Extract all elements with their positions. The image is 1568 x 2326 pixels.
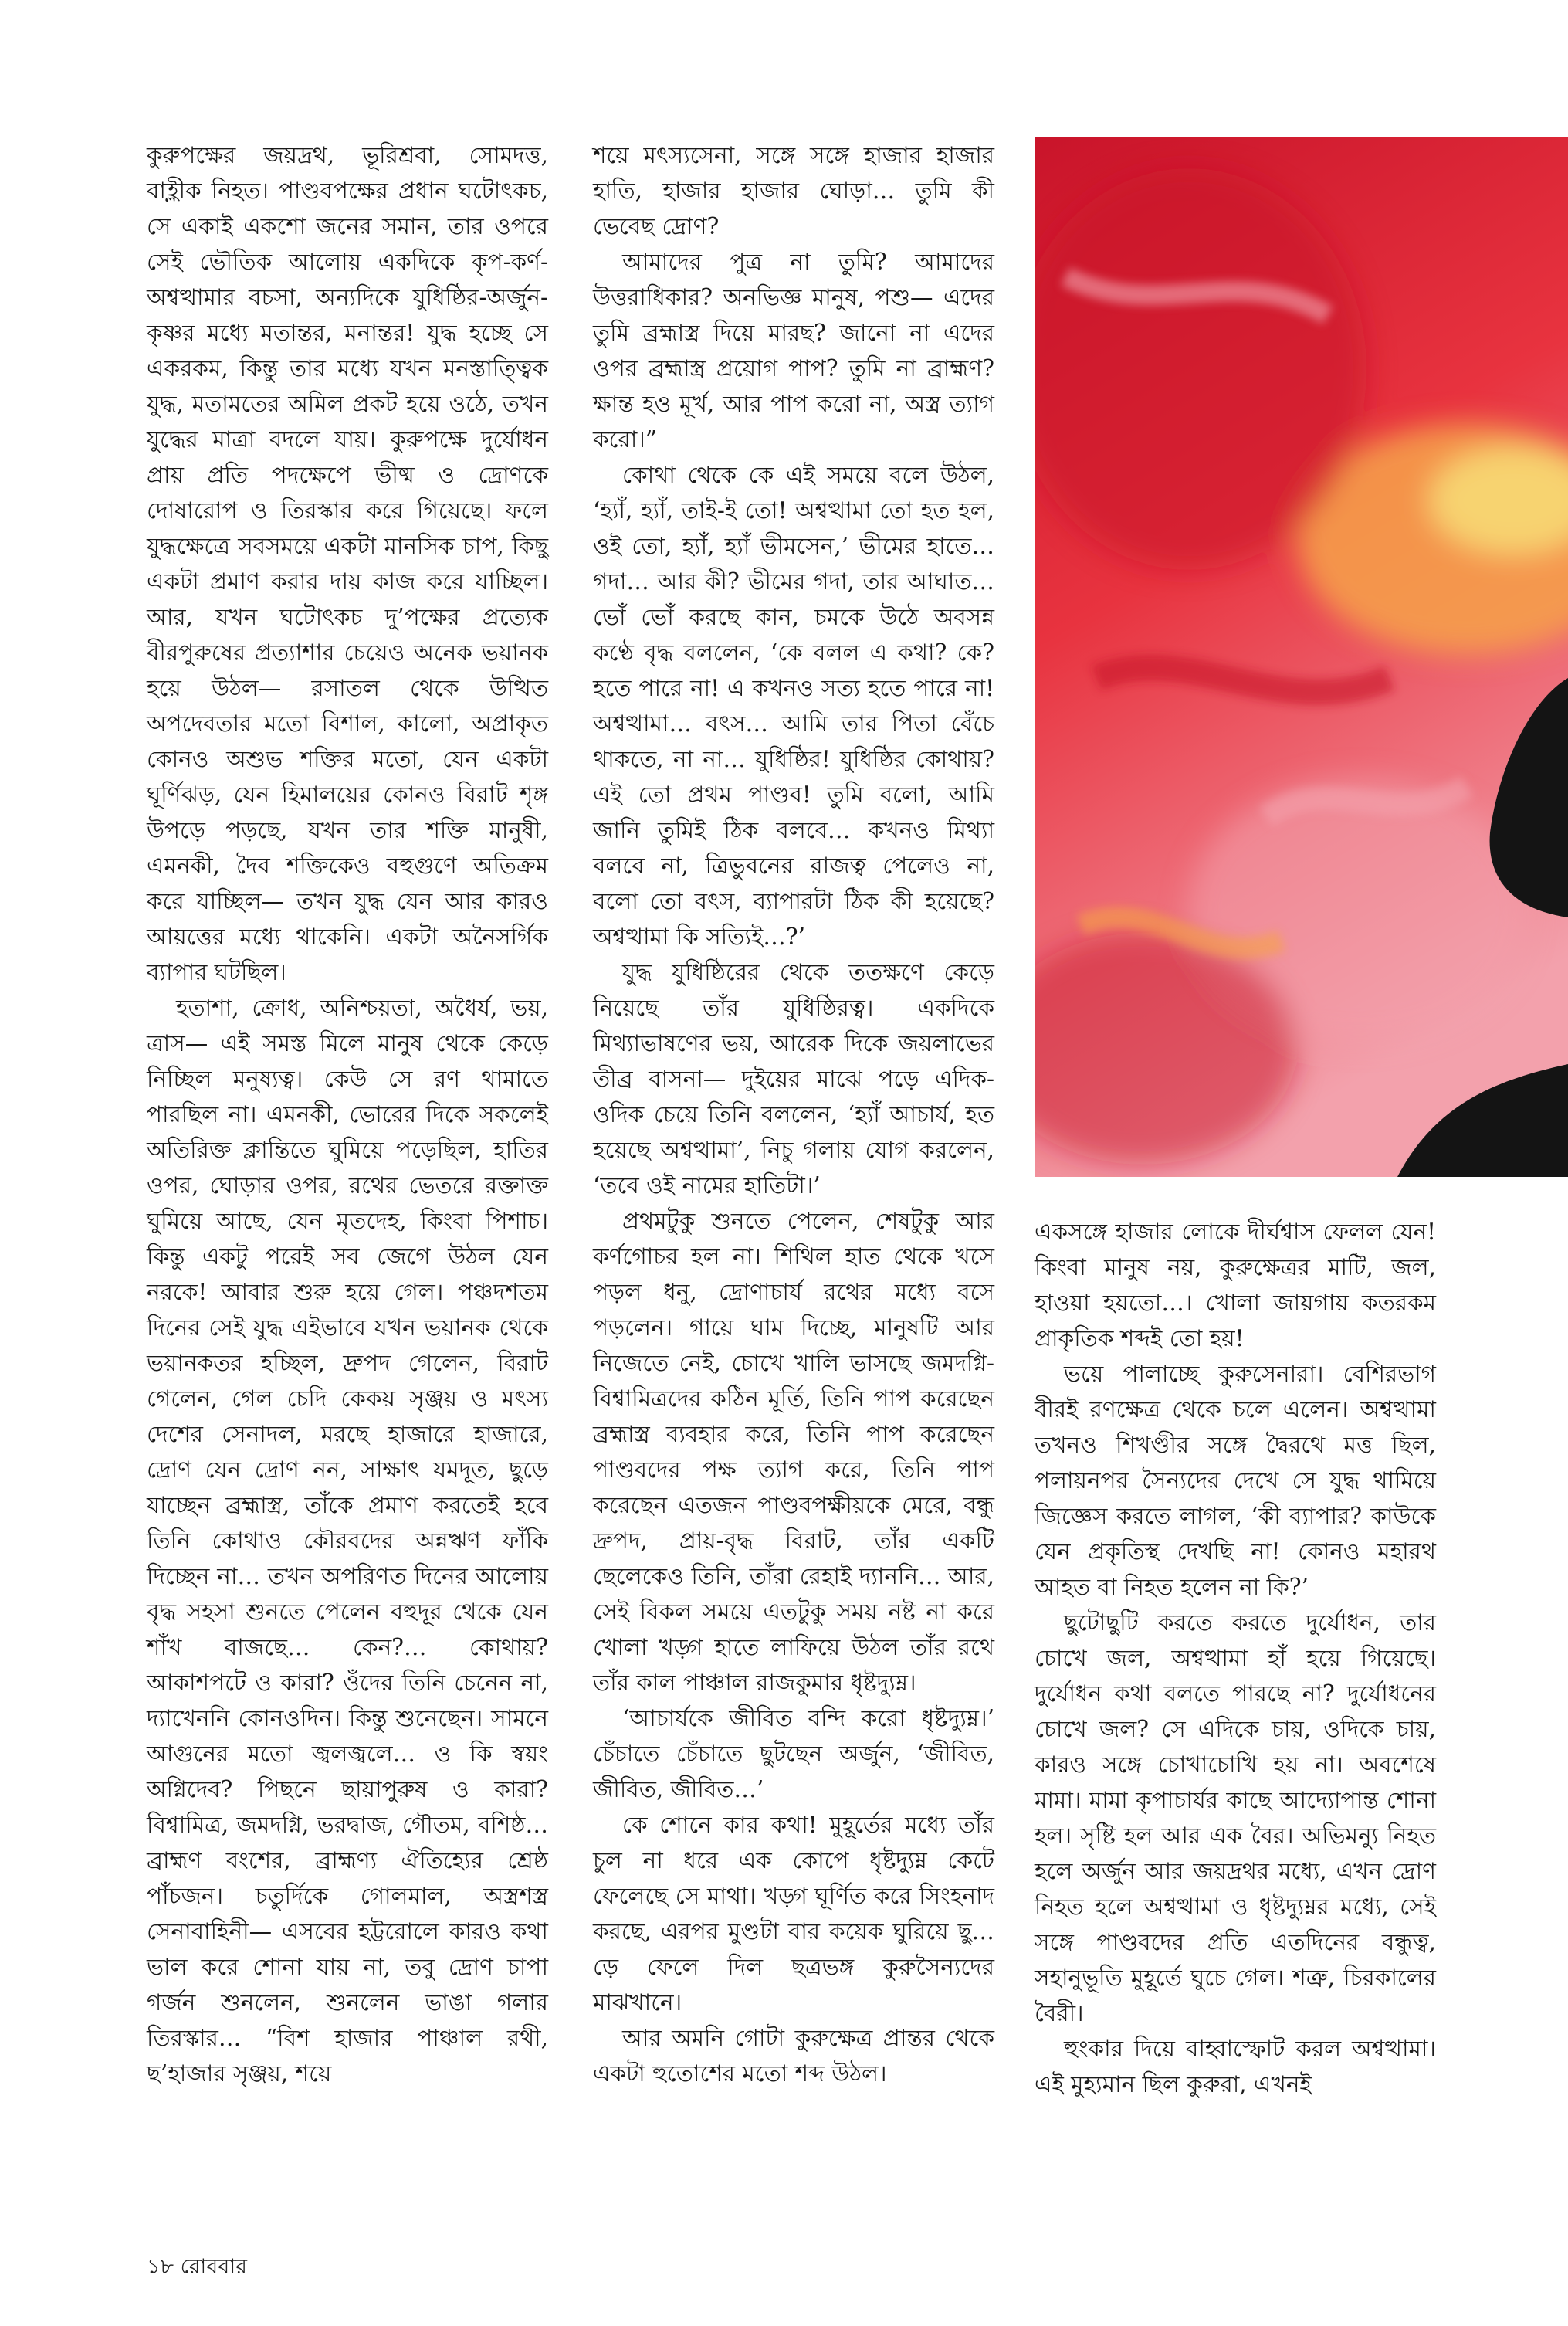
painting-illustration <box>1035 137 1568 1177</box>
painting-canvas <box>1035 137 1568 1177</box>
article-column-1 <box>147 137 548 2091</box>
paragraph: কুরুপক্ষের জয়দ্রথ, ভূরিশ্রবা, সোমদত্ত, বাহ্লীক নিহত। পাণ্ডবপক্ষের প্রধান ঘটোৎকচ, সে একাই একশো জনের সমান, তার ওপরে সেই ভৌতিক আলোয় একদিকে কৃপ-কর্ণ-অশ্বত্থামার বচসা, অন্যদিকে যুধিষ্ঠির-অর্জুন-কৃষ্ণর মধ্যে মতান্তর, মনান্তর! যুদ্ধ হচ্ছে সে একরকম, কিন্তু তার মধ্যে যখন মনস্তাত্ত্বিক যুদ্ধ, মতামতের অমিল প্রকট হয়ে ওঠে, তখন যুদ্ধের মাত্রা বদলে যায়। কুরুপক্ষে দুর্যোধন প্রায় প্রতি পদক্ষেপে ভীষ্ম ও দ্রোণকে দোষারোপ ও তিরস্কার করে গিয়েছে। ফলে যুদ্ধক্ষেত্রে সবসময়ে একটা মানসিক চাপ, কিছু একটা প্রমাণ করার দায় কাজ করে যাচ্ছিল। আর, যখন ঘটোৎকচ দু’পক্ষের প্রত্যেক বীরপুরুষের প্রত্যাশার চেয়েও অনেক ভয়ানক হয়ে উঠল— রসাতল থেকে উত্থিত অপদেবতার মতো বিশাল, কালো, অপ্রাকৃত কোনও অশুভ শক্তির মতো, যেন একটা ঘূর্ণিঝড়, যেন হিমালয়ের কোনও বিরাট শৃঙ্গ উপড়ে পড়ছে, যখন তার শক্তি মানুষী, এমনকী, দৈব শক্তিকেও বহুগুণে অতিক্রম করে যাচ্ছিল— তখন যুদ্ধ যেন আর কারও আয়ত্তের মধ্যে থাকেনি। একটা অনৈসর্গিক ব্যাপার ঘটছিল। <box>147 142 548 985</box>
paragraph: একসঙ্গে হাজার লোকে দীর্ঘশ্বাস ফেলল যেন! কিংবা মানুষ নয়, কুরুক্ষেত্রর মাটি, জল, হাওয়া হয়তো…। খোলা জায়গায় কতরকম প্রাকৃতিক শব্দই তো হয়! <box>1035 1219 1436 1351</box>
article-column-3 <box>1035 1214 1436 2102</box>
paragraph: ভয়ে পালাচ্ছে কুরুসেনারা। বেশিরভাগ বীরই রণক্ষেত্র থেকে চলে এলেন। অশ্বত্থামা তখনও শিখণ্ডীর সঙ্গে দ্বৈরথে মত্ত ছিল, পলায়নপর সৈন্যদের দেখে সে যুদ্ধ থামিয়ে জিজ্ঞেস করতে লাগল, ‘কী ব্যাপার? কাউকে যেন প্রকৃতিস্থ দেখছি না! কোনও মহারথ আহত বা নিহত হলেন না কি?’ <box>1035 1361 1436 1600</box>
paragraph: ‘আচার্যকে জীবিত বন্দি করো ধৃষ্টদ্যুম্ন।’ চেঁচাতে চেঁচাতে ছুটছেন অর্জুন, ‘জীবিত, জীবিত, জীবিত…’ <box>593 1705 994 1802</box>
paragraph: শয়ে মৎস্যসেনা, সঙ্গে সঙ্গে হাজার হাজার হাতি, হাজার হাজার ঘোড়া… তুমি কী ভেবেছ দ্রোণ? <box>593 142 994 239</box>
paragraph: যুদ্ধ যুধিষ্ঠিরের থেকে ততক্ষণে কেড়ে নিয়েছে তাঁর যুধিষ্ঠিরত্ব। একদিকে মিথ্যাভাষণের ভয়, আরেক দিকে জয়লাভের তীব্র বাসনা— দুইয়ের মাঝে পড়ে এদিক-ওদিক চেয়ে তিনি বললেন, ‘হ্যাঁ আচার্য, হত হয়েছে অশ্বত্থামা’, নিচু গলায় যোগ করলেন, ‘তবে ওই নামের হাতিটা।’ <box>593 959 994 1199</box>
page-number-footer: ১৮ রোববার <box>147 2255 247 2279</box>
paragraph: প্রথমটুকু শুনতে পেলেন, শেষটুকু আর কর্ণগোচর হল না। শিথিল হাত থেকে খসে পড়ল ধনু, দ্রোণাচার্য রথের মধ্যে বসে পড়লেন। গায়ে ঘাম দিচ্ছে, মানুষটি আর নিজেতে নেই, চোখে খালি ভাসছে জমদগ্নি-বিশ্বামিত্রদের কঠিন মূর্তি, তিনি পাপ করেছেন ব্রহ্মাস্ত্র ব্যবহার করে, তিনি পাপ করেছেন পাণ্ডবদের পক্ষ ত্যাগ করে, তিনি পাপ করেছেন এতজন পাণ্ডবপক্ষীয়কে মেরে, বন্ধু দ্রুপদ, প্রায়-বৃদ্ধ বিরাট, তাঁর একটি ছেলেকেও তিনি, তাঁরা রেহাই দ্যাননি… আর, সেই বিকল সময়ে এতটুকু সময় নষ্ট না করে খোলা খড়্গ হাতে লাফিয়ে উঠল তাঁর রথে তাঁর কাল পাঞ্চাল রাজকুমার ধৃষ্টদ্যুম্ন। <box>593 1208 994 1696</box>
paragraph: ছুটোছুটি করতে করতে দুর্যোধন, তার চোখে জল, অশ্বত্থামা হাঁ হয়ে গিয়েছে। দুর্যোধন কথা বলতে পারছে না? দুর্যোধনের চোখে জল? সে এদিকে চায়, ওদিকে চায়, কারও সঙ্গে চোখাচোখি হয় না। অবশেষে মামা। মামা কৃপাচার্যর কাছে আদ্যোপান্ত শোনা হল। সৃষ্টি হল আর এক বৈর। অভিমন্যু নিহত হলে অর্জুন আর জয়দ্রথর মধ্যে, এখন দ্রোণ নিহত হলে অশ্বত্থামা ও ধৃষ্টদ্যুম্নর মধ্যে, সেই সঙ্গে পাণ্ডবদের প্রতি এতদিনের বন্ধুত্ব, সহানুভূতি মুহূর্তে ঘুচে গেল। শত্রু, চিরকালের বৈরী। <box>1035 1609 1436 2026</box>
paragraph: হুংকার দিয়ে বাহ্বাস্ফোট করল অশ্বত্থামা। এই মুহ্যমান ছিল কুরুরা, এখনই <box>1035 2036 1436 2097</box>
paragraph: আর অমনি গোটা কুরুক্ষেত্র প্রান্তর থেকে একটা হুতোশের মতো শব্দ উঠল। <box>593 2025 994 2087</box>
paragraph: কোথা থেকে কে এই সময়ে বলে উঠল, ‘হ্যাঁ, হ্যাঁ, তাই-ই তো! অশ্বত্থামা তো হত হল, ওই তো, হ্যাঁ, হ্যাঁ ভীমসেন,’ ভীমের হাতে… গদা… আর কী? ভীমের গদা, তার আঘাত… ভোঁ ভোঁ করছে কান, চমকে উঠে অবসন্ন কণ্ঠে বৃদ্ধ বললেন, ‘কে বলল এ কথা? কে? হতে পারে না! এ কখনও সত্য হতে পারে না! অশ্বত্থামা… বৎস… আমি তার পিতা বেঁচে থাকতে, না না… যুধিষ্ঠির! যুধিষ্ঠির কোথায়? এই তো প্রথম পাণ্ডব! তুমি বলো, আমি জানি তুমিই ঠিক বলবে… কখনও মিথ্যা বলবে না, ত্রিভুবনের রাজত্ব পেলেও না, বলো তো বৎস, ব্যাপারটা ঠিক কী হয়েছে? অশ্বত্থামা কি সত্যিই…?’ <box>593 462 994 950</box>
paragraph: কে শোনে কার কথা! মুহূর্তের মধ্যে তাঁর চুল না ধরে এক কোপে ধৃষ্টদ্যুম্ন কেটে ফেলেছে সে মাথা। খড়্গ ঘূর্ণিত করে সিংহনাদ করছে, এরপর মুণ্ডটা বার কয়েক ঘুরিয়ে ছু…ড়ে ফেলে দিল ছত্রভঙ্গ কুরুসৈন্যদের মাঝখানে। <box>593 1812 994 2016</box>
paragraph: আমাদের পুত্র না তুমি? আমাদের উত্তরাধিকার? অনভিজ্ঞ মানুষ, পশু— এদের তুমি ব্রহ্মাস্ত্র দিয়ে মারছ? জানো না এদের ওপর ব্রহ্মাস্ত্র প্রয়োগ পাপ? তুমি না ব্রাহ্মণ? ক্ষান্ত হও মূর্খ, আর পাপ করো না, অস্ত্র ত্যাগ করো।” <box>593 249 994 453</box>
article-column-2 <box>593 137 994 2091</box>
paragraph: হতাশা, ক্রোধ, অনিশ্চয়তা, অধৈর্য, ভয়, ত্রাস— এই সমস্ত মিলে মানুষ থেকে কেড়ে নিচ্ছিল মনুষ্যত্ব। কেউ সে রণ থামাতে পারছিল না। এমনকী, ভোরের দিকে সকলেই অতিরিক্ত ক্লান্তিতে ঘুমিয়ে পড়েছিল, হাতির ওপর, ঘোড়ার ওপর, রথের ভেতরে রক্তাক্ত ঘুমিয়ে আছে, যেন মৃতদেহ, কিংবা পিশাচ। কিন্তু একটু পরেই সব জেগে উঠল যেন নরকে! আবার শুরু হয়ে গেল। পঞ্চদশতম দিনের সেই যুদ্ধ এইভাবে যখন ভয়ানক থেকে ভয়ানকতর হচ্ছিল, দ্রুপদ গেলেন, বিরাট গেলেন, গেল চেদি কেকয় সৃঞ্জয় ও মৎস্য দেশের সেনাদল, মরছে হাজারে হাজারে, দ্রোণ যেন দ্রোণ নন, সাক্ষাৎ যমদূত, ছুড়ে যাচ্ছেন ব্রহ্মাস্ত্র, তাঁকে প্রমাণ করতেই হবে তিনি কোথাও কৌরবদের অন্নঋণ ফাঁকি দিচ্ছেন না… তখন অপরিণত দিনের আলোয় বৃদ্ধ সহসা শুনতে পেলেন বহুদূর থেকে যেন শাঁখ বাজছে… কেন?… কোথায়? আকাশপটে ও কারা? ওঁদের তিনি চেনেন না, দ্যাখেননি কোনওদিন। কিন্তু শুনেছেন। সামনে আগুনের মতো জ্বলজ্বলে… ও কি স্বয়ং অগ্নিদেব? পিছনে ছায়াপুরুষ ও কারা? বিশ্বামিত্র, জমদগ্নি, ভরদ্বাজ, গৌতম, বশিষ্ঠ… ব্রাহ্মণ বংশের, ব্রাহ্মণ্য ঐতিহ্যের শ্রেষ্ঠ পাঁচজন। চতুর্দিকে গোলমাল, অস্ত্রশস্ত্র সেনাবাহিনী— এসবের হট্টরোলে কারও কথা ভাল করে শোনা যায় না, তবু দ্রোণ চাপা গর্জন শুনলেন, শুনলেন ভাঙা গলার তিরস্কার… “বিশ হাজার পাঞ্চাল রথী, ছ’হাজার সৃঞ্জয়, শয়ে <box>147 995 548 2087</box>
